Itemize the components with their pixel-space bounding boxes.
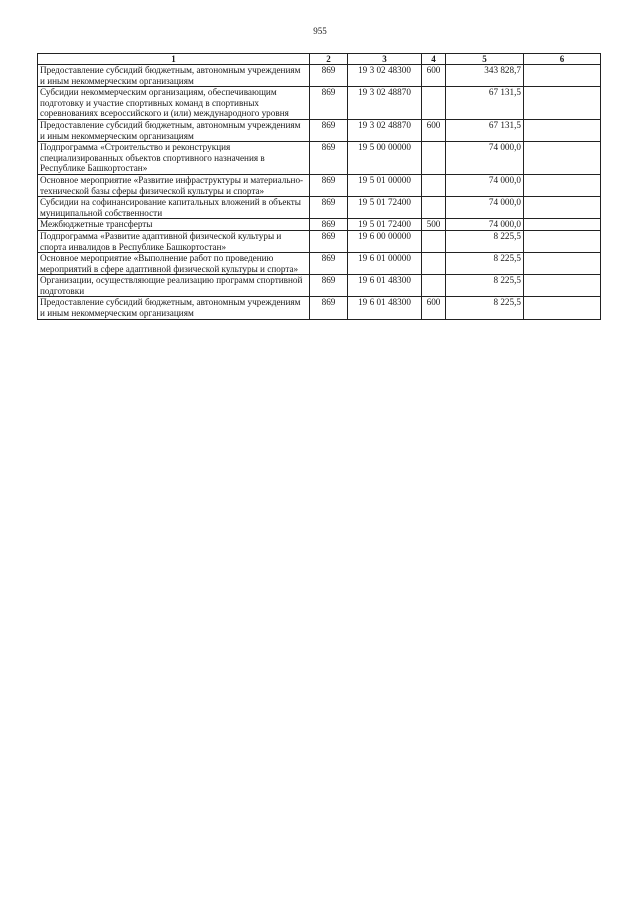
table-row (38, 230, 601, 252)
column-header-code: 3 (348, 54, 422, 65)
row-ministry-code: 869 (310, 253, 348, 275)
row-target-code: 19 3 02 48870 (348, 119, 422, 141)
column-header-ministry: 2 (310, 54, 348, 65)
row-extra (524, 197, 601, 219)
row-target-code: 19 5 01 72400 (348, 197, 422, 219)
row-expense-type (422, 174, 446, 196)
row-target-code: 19 6 00 00000 (348, 230, 422, 252)
row-sum: 8 225,5 (446, 275, 524, 297)
row-sum: 8 225,5 (446, 230, 524, 252)
row-name: Предоставление субсидий бюджетным, автономным учреждениям и иным некоммерческим организациям (38, 65, 310, 87)
row-name: Организации, осуществляющие реализацию программ спортивной подготовки (38, 275, 310, 297)
budget-table (37, 53, 601, 320)
table-header-row (38, 54, 601, 65)
row-extra (524, 253, 601, 275)
table-row (38, 142, 601, 175)
row-extra (524, 142, 601, 175)
row-name: Предоставление субсидий бюджетным, автономным учреждениям и иным некоммерческим организациям (38, 119, 310, 141)
row-sum: 74 000,0 (446, 197, 524, 219)
table-row (38, 219, 601, 231)
row-ministry-code: 869 (310, 197, 348, 219)
row-ministry-code: 869 (310, 219, 348, 231)
row-extra (524, 219, 601, 231)
row-expense-type (422, 142, 446, 175)
row-ministry-code: 869 (310, 174, 348, 196)
table-row (38, 174, 601, 196)
row-extra (524, 119, 601, 141)
row-ministry-code: 869 (310, 297, 348, 319)
row-name: Подпрограмма «Развитие адаптивной физической культуры и спорта инвалидов в Республике Башкортостан» (38, 230, 310, 252)
row-ministry-code: 869 (310, 230, 348, 252)
table-row (38, 65, 601, 87)
column-header-extra: 6 (524, 54, 601, 65)
row-ministry-code: 869 (310, 119, 348, 141)
row-sum: 343 828,7 (446, 65, 524, 87)
column-header-sum: 5 (446, 54, 524, 65)
row-sum: 8 225,5 (446, 297, 524, 319)
row-ministry-code: 869 (310, 87, 348, 120)
row-name: Основное мероприятие «Развитие инфраструктуры и материально-технической базы сферы физической культуры и спорта» (38, 174, 310, 196)
column-header-type: 4 (422, 54, 446, 65)
row-target-code: 19 5 01 00000 (348, 174, 422, 196)
row-name: Основное мероприятие «Выполнение работ по проведению мероприятий в сфере адаптивной физической культуры и спорта» (38, 253, 310, 275)
row-name: Субсидии некоммерческим организациям, обеспечивающим подготовку и участие спортивных команд в спортивных соревнованиях всероссийского и (или) международного уровня (38, 87, 310, 120)
row-ministry-code: 869 (310, 65, 348, 87)
row-target-code: 19 6 01 00000 (348, 253, 422, 275)
row-expense-type (422, 197, 446, 219)
table-row (38, 119, 601, 141)
row-name: Подпрограмма «Строительство и реконструкция специализированных объектов спортивного назначения в Республике Башкортостан» (38, 142, 310, 175)
row-sum: 8 225,5 (446, 253, 524, 275)
row-expense-type: 500 (422, 219, 446, 231)
table-row (38, 275, 601, 297)
row-name: Предоставление субсидий бюджетным, автономным учреждениям и иным некоммерческим организациям (38, 297, 310, 319)
row-extra (524, 297, 601, 319)
table-row (38, 297, 601, 319)
row-expense-type: 600 (422, 119, 446, 141)
page-number: 955 (313, 26, 327, 36)
row-expense-type (422, 275, 446, 297)
row-extra (524, 87, 601, 120)
row-target-code: 19 6 01 48300 (348, 297, 422, 319)
row-target-code: 19 3 02 48870 (348, 87, 422, 120)
row-sum: 74 000,0 (446, 174, 524, 196)
row-sum: 67 131,5 (446, 119, 524, 141)
table-row (38, 87, 601, 120)
row-extra (524, 65, 601, 87)
column-header-name: 1 (38, 54, 310, 65)
row-target-code: 19 5 00 00000 (348, 142, 422, 175)
row-expense-type: 600 (422, 65, 446, 87)
row-ministry-code: 869 (310, 142, 348, 175)
row-ministry-code: 869 (310, 275, 348, 297)
row-extra (524, 230, 601, 252)
row-target-code: 19 6 01 48300 (348, 275, 422, 297)
row-name: Межбюджетные трансферты (38, 219, 310, 231)
table-row (38, 253, 601, 275)
row-expense-type (422, 253, 446, 275)
row-extra (524, 275, 601, 297)
row-sum: 74 000,0 (446, 219, 524, 231)
row-name: Субсидии на софинансирование капитальных вложений в объекты муниципальной собственности (38, 197, 310, 219)
row-extra (524, 174, 601, 196)
row-sum: 67 131,5 (446, 87, 524, 120)
row-sum: 74 000,0 (446, 142, 524, 175)
row-target-code: 19 3 02 48300 (348, 65, 422, 87)
row-expense-type: 600 (422, 297, 446, 319)
row-expense-type (422, 230, 446, 252)
row-target-code: 19 5 01 72400 (348, 219, 422, 231)
row-expense-type (422, 87, 446, 120)
table-row (38, 197, 601, 219)
